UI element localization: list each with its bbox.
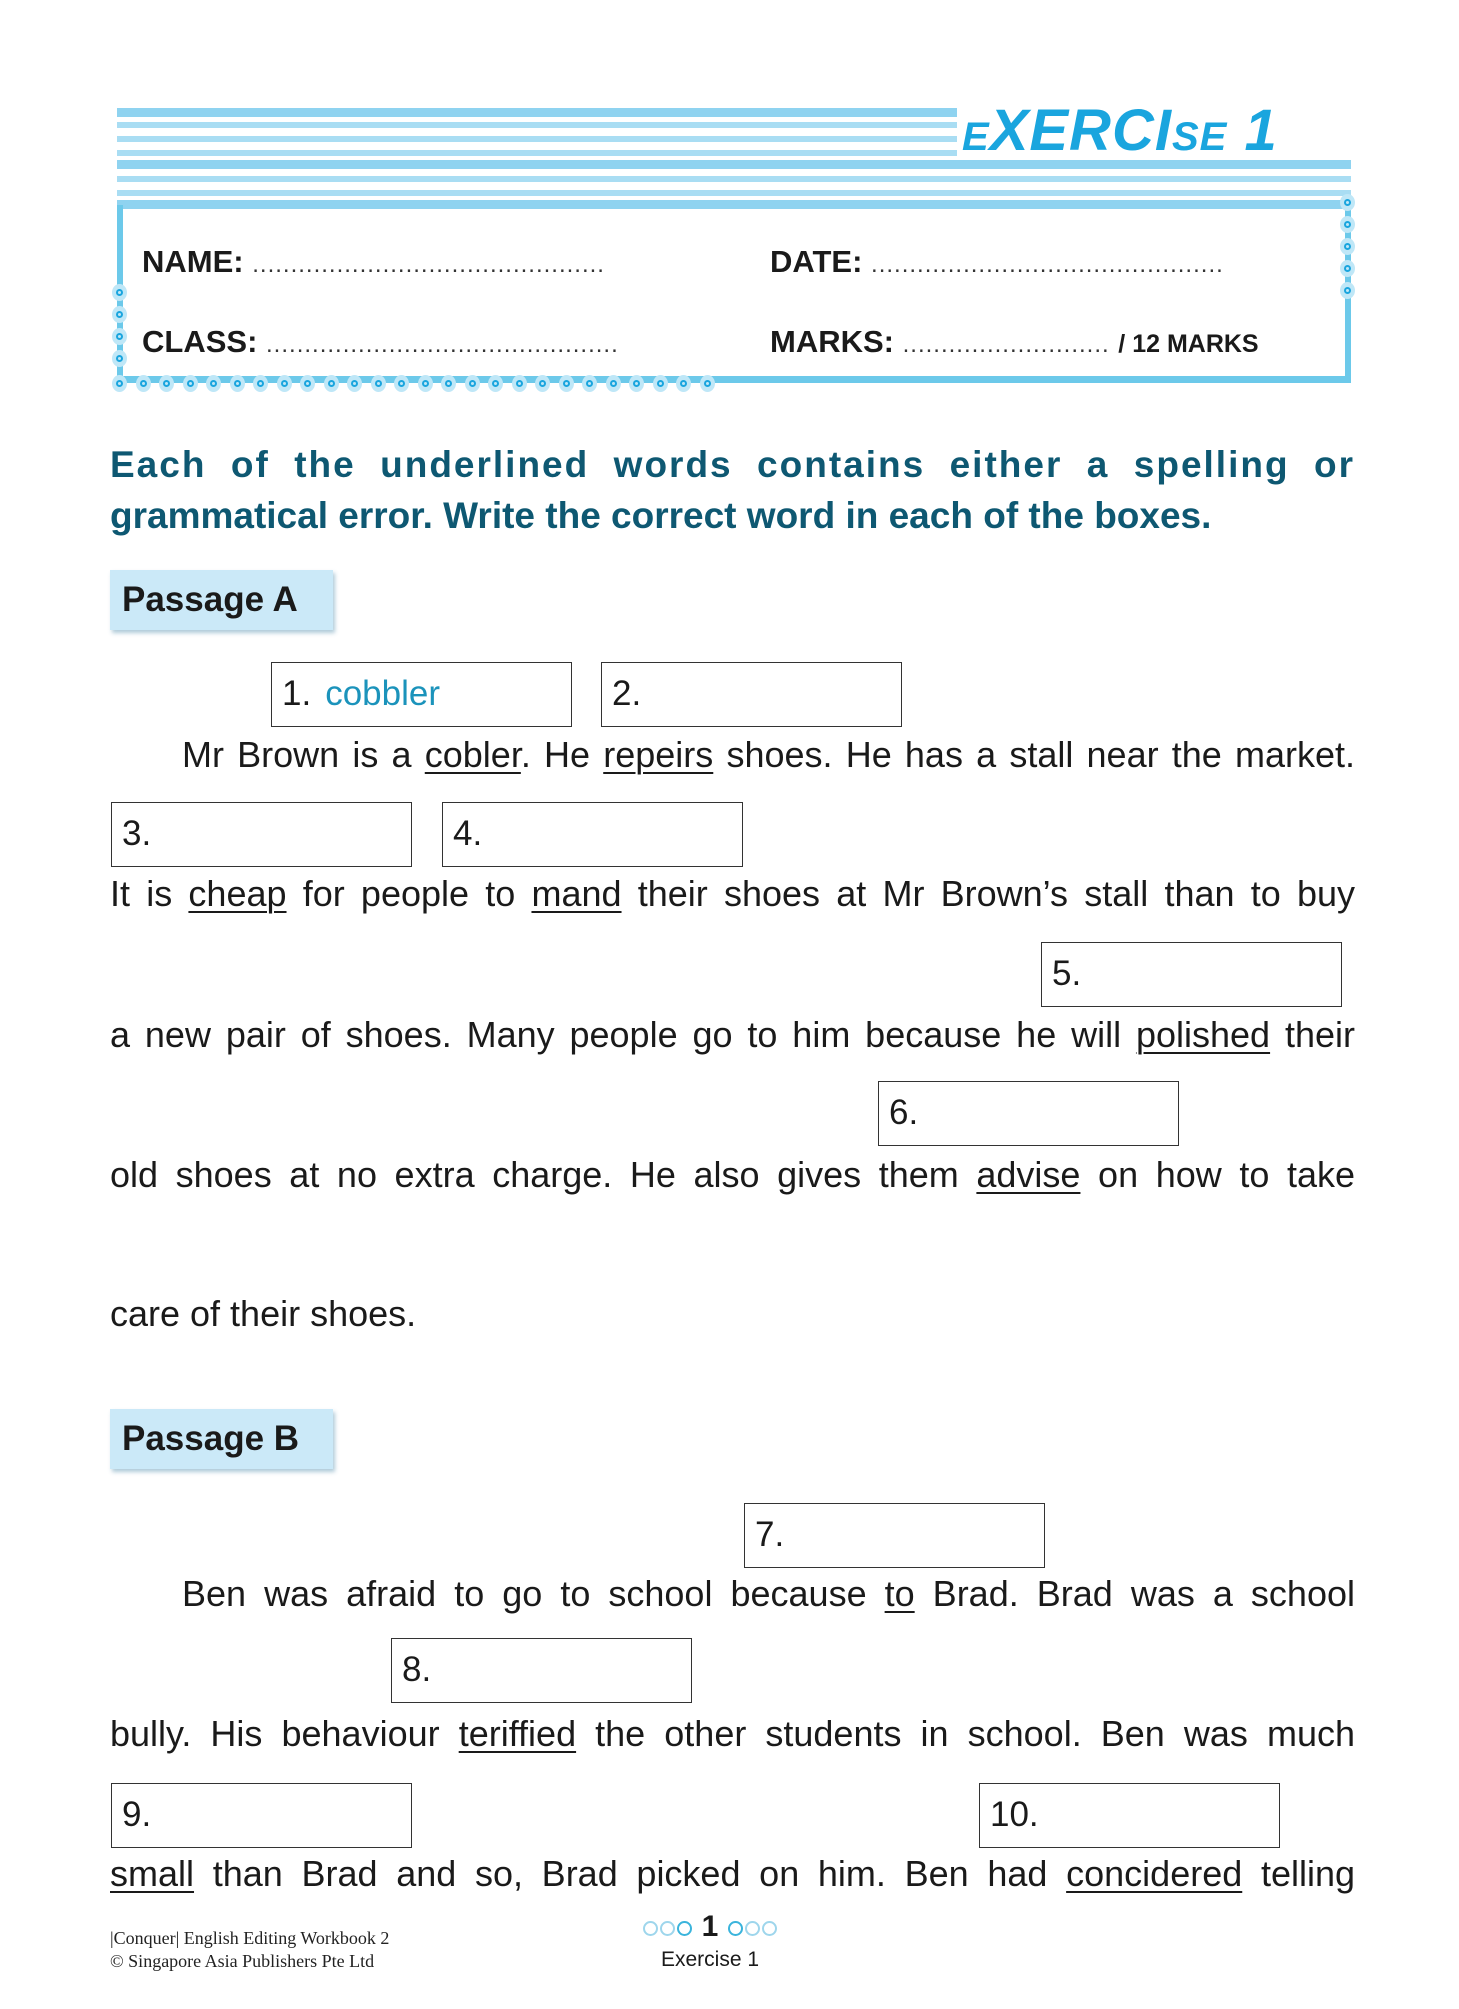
ring-icon (745, 1921, 760, 1936)
passage-b-line-2: bully. His behaviour teriffied the other students in school. Ben was much (110, 1713, 1355, 1754)
box-number: 5. (1052, 954, 1082, 993)
ring-icon (300, 375, 315, 392)
box-number: 8. (402, 1650, 432, 1689)
answer-box-4[interactable] (442, 802, 743, 867)
box-number: 1. (282, 674, 312, 713)
ring-icon (465, 375, 480, 392)
passage-a-line-3: a new pair of shoes. Many people go to him because he will polished their (110, 1014, 1355, 1055)
ring-icon (643, 1921, 658, 1936)
exercise-title: EXERCISE 1 (962, 98, 1278, 163)
error-word-9: small (110, 1853, 195, 1894)
ring-icon (677, 1921, 692, 1936)
error-word-2: repeirs (603, 734, 714, 775)
class-label: CLASS: (142, 324, 258, 359)
copyright: © Singapore Asia Publishers Pte Ltd (110, 1951, 375, 1971)
passage-a-line-2: It is cheap for people to mand their shoes at Mr Brown’s stall than to buy (110, 873, 1355, 914)
ring-icon (1340, 216, 1355, 233)
ring-icon (418, 375, 433, 392)
stripe (117, 136, 957, 142)
passage-a-line-1: Mr Brown is a cobler. He repeirs shoes. He has a stall near the market. (182, 734, 1356, 775)
answer-box-8[interactable] (391, 1638, 692, 1703)
ring-icon (112, 350, 127, 367)
ring-icon (728, 1921, 743, 1936)
name-field[interactable] (142, 244, 605, 280)
answer-box-1[interactable] (271, 662, 572, 727)
class-dots: .............................................. (266, 331, 619, 358)
ring-icon (183, 375, 198, 392)
name-dots: .............................................. (252, 251, 605, 278)
name-label: NAME: (142, 244, 244, 279)
marks-label: MARKS: (770, 324, 894, 359)
answer-box-3[interactable] (111, 802, 412, 867)
ring-icon (347, 375, 362, 392)
answer-box-2[interactable] (601, 662, 902, 727)
answer-box-10[interactable] (979, 1783, 1280, 1848)
marks-dots: ........................... (902, 331, 1110, 358)
answer-box-7[interactable] (744, 1503, 1045, 1568)
stripe (117, 190, 1351, 196)
ring-icon (582, 375, 597, 392)
error-word-3: cheap (188, 873, 287, 914)
ring-icon (112, 284, 127, 301)
date-field[interactable] (770, 244, 1224, 280)
ring-icon (112, 328, 127, 345)
book-title: |Conquer| English Editing Workbook 2 (110, 1928, 390, 1948)
ring-icon (700, 375, 715, 392)
passage-a-heading: Passage A (110, 570, 333, 630)
ring-icon (559, 375, 574, 392)
page-number-value: 1 (701, 1910, 719, 1943)
box-number: 2. (612, 674, 642, 713)
ring-icon (277, 375, 292, 392)
class-field[interactable] (142, 324, 619, 360)
ring-icon (112, 375, 127, 392)
ring-icon (1340, 194, 1355, 211)
ring-icon (535, 375, 550, 392)
date-label: DATE: (770, 244, 863, 279)
box-number: 10. (990, 1795, 1039, 1834)
answer-text: cobbler (325, 674, 440, 713)
ring-icon (1340, 238, 1355, 255)
answer-box-9[interactable] (111, 1783, 412, 1848)
box-number: 4. (453, 814, 483, 853)
ring-icon (230, 375, 245, 392)
error-word-10: concidered (1066, 1853, 1243, 1894)
error-word-4: mand (531, 873, 622, 914)
ring-icon (136, 375, 151, 392)
box-number: 9. (122, 1795, 152, 1834)
ring-icon (441, 375, 456, 392)
stripe (117, 122, 957, 128)
marks-total: / 12 MARKS (1118, 330, 1259, 358)
passage-a-line-4: old shoes at no extra charge. He also gives them advise on how to take (110, 1154, 1355, 1195)
ring-icon (653, 375, 668, 392)
ring-icon (394, 375, 409, 392)
ring-icon (253, 375, 268, 392)
stripe (117, 176, 1351, 182)
box-number: 3. (122, 814, 152, 853)
ring-icon (371, 375, 386, 392)
ring-icon (206, 375, 221, 392)
box-number: 7. (755, 1515, 785, 1554)
error-word-8: teriffied (458, 1713, 577, 1754)
exercise-label: Exercise 1 (660, 1948, 760, 1971)
ring-icon (762, 1921, 777, 1936)
box-number: 6. (889, 1093, 919, 1132)
page-number (640, 1910, 780, 1944)
marks-field[interactable] (770, 324, 1259, 360)
instruction-line-1: Each of the underlined words contains either a spelling or (110, 444, 1355, 485)
date-dots: .............................................. (871, 251, 1224, 278)
passage-b-line-1: Ben was afraid to go to school because to Brad. Brad was a school (182, 1573, 1355, 1614)
ring-icon (512, 375, 527, 392)
error-word-1: cobler (424, 734, 521, 775)
ring-icon (324, 375, 339, 392)
passage-a-line-5: care of their shoes. (110, 1293, 417, 1334)
stripe (117, 108, 957, 117)
instruction-line-2: grammatical error. Write the correct word in each of the boxes. (110, 495, 1212, 536)
error-word-6: advise (976, 1154, 1081, 1195)
ring-icon (1340, 282, 1355, 299)
passage-b-line-3: small than Brad and so, Brad picked on him. Ben had concidered telling (110, 1853, 1356, 1894)
ring-icon (159, 375, 174, 392)
ring-icon (629, 375, 644, 392)
error-word-5: polished (1135, 1014, 1271, 1055)
error-word-7: to (884, 1573, 915, 1614)
ring-icon (676, 375, 691, 392)
passage-b-heading: Passage B (110, 1409, 333, 1469)
ring-icon (112, 306, 127, 323)
stripe (117, 150, 957, 156)
ring-icon (606, 375, 621, 392)
ring-icon (660, 1921, 675, 1936)
ring-icon (488, 375, 503, 392)
answer-box-5[interactable] (1041, 942, 1342, 1007)
ring-icon (1340, 260, 1355, 277)
answer-box-6[interactable] (878, 1081, 1179, 1146)
